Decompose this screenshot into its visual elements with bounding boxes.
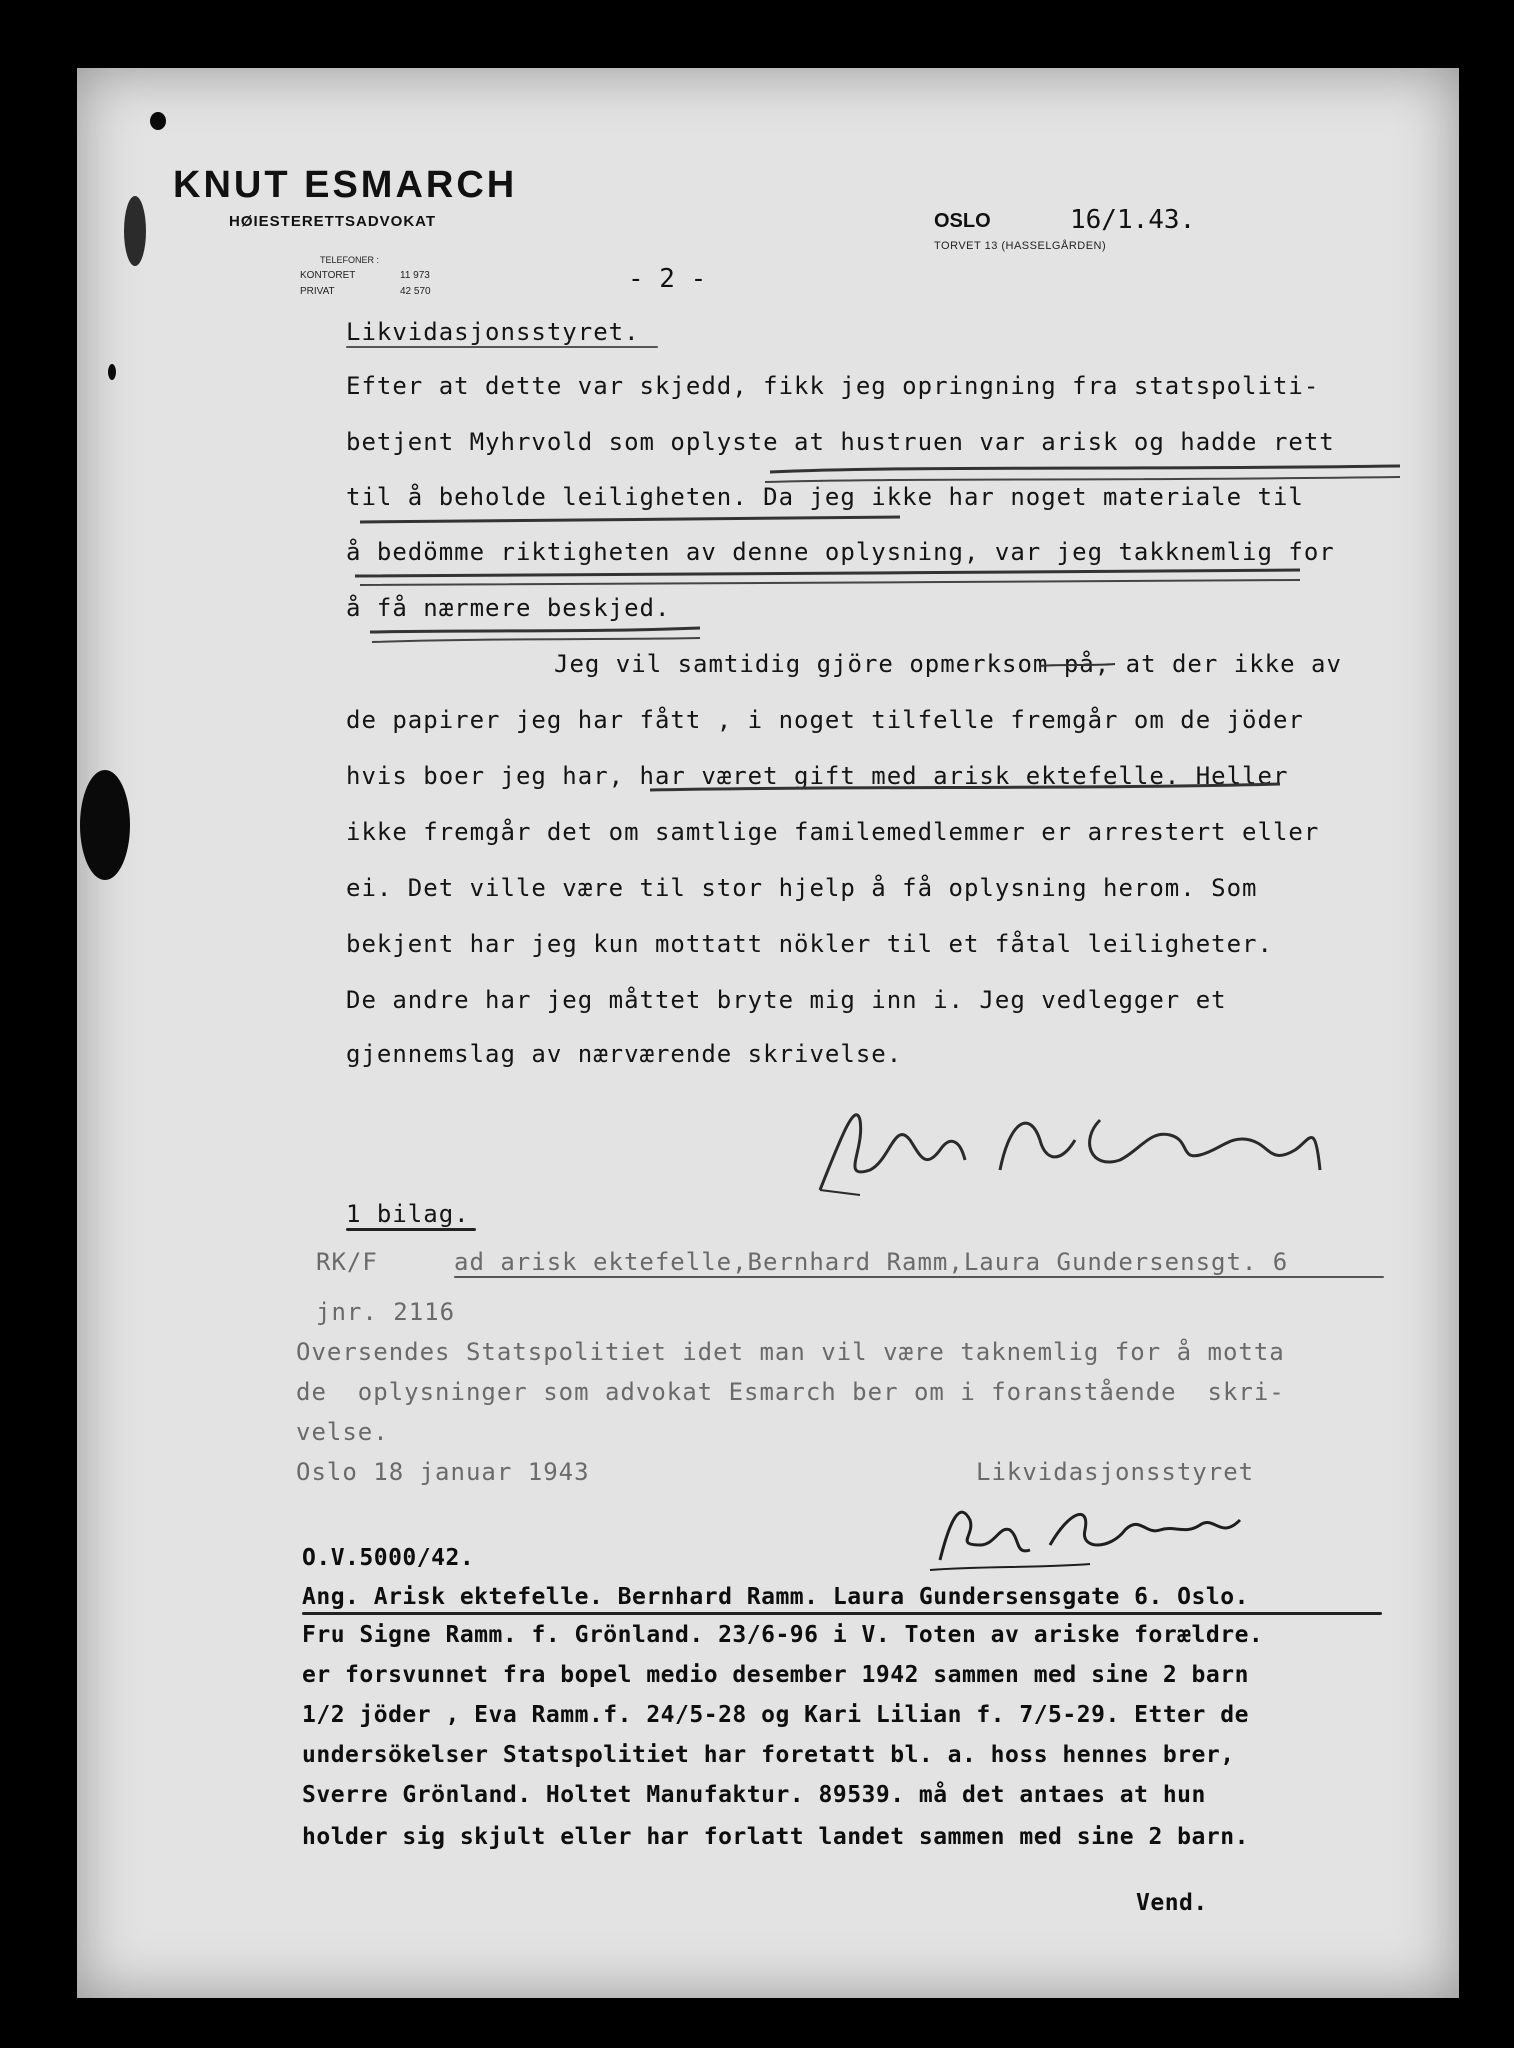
phone-private-label: PRIVAT xyxy=(300,286,335,297)
police-line: Fru Signe Ramm. f. Grönland. 23/6-96 i V. Toten av ariske forældre. xyxy=(302,1622,1264,1648)
body-line: bekjent har jeg kun mottatt nökler til et fåtal leiligheter. xyxy=(346,930,1273,958)
body-line: ei. Det ville være til stor hjelp å få oplysning herom. Som xyxy=(346,874,1258,902)
letter-date: 16/1.43. xyxy=(1070,205,1196,235)
phone-office-label: KONTORET xyxy=(300,270,356,281)
body-line: betjent Myhrvold som oplyste at hustruen var arisk og hadde rett xyxy=(346,428,1335,456)
police-line: holder sig skjult eller har forlatt landet sammen med sine 2 barn. xyxy=(302,1824,1249,1850)
police-footer: Vend. xyxy=(1136,1890,1208,1916)
letterhead-name: KNUT ESMARCH xyxy=(173,164,518,206)
police-subject: Ang. Arisk ektefelle. Bernhard Ramm. Laura Gundersensgate 6. Oslo. xyxy=(302,1584,1249,1610)
body-line: De andre har jeg måttet bryte mig inn i. Jeg vedlegger et xyxy=(346,986,1227,1014)
phones-header: TELEFONER : xyxy=(320,255,380,265)
body-line: ikke fremgår det om samtlige familemedlemmer er arrestert eller xyxy=(346,818,1320,846)
letterhead-city: OSLO xyxy=(934,210,991,232)
phone-private: 42 570 xyxy=(400,286,431,297)
body-line: å få nærmere beskjed. xyxy=(346,594,671,622)
police-ref: O.V.5000/42. xyxy=(302,1545,475,1571)
endorsement-signer-org: Likvidasjonsstyret xyxy=(976,1458,1255,1486)
endorsement-journal: jnr. 2116 xyxy=(316,1298,456,1326)
police-line: undersökelser Statspolitiet har foretatt bl. a. hoss hennes brer, xyxy=(302,1742,1235,1768)
body-line: hvis boer jeg har, har været gift med arisk ektefelle. Heller xyxy=(346,762,1289,790)
police-subject-underline xyxy=(302,1612,1382,1615)
endorsement-place-date: Oslo 18 januar 1943 xyxy=(296,1458,590,1486)
body-line: gjennemslag av nærværende skrivelse. xyxy=(346,1040,903,1068)
body-line: Efter at dette var skjedd, fikk jeg opringning fra statspoliti- xyxy=(346,372,1320,400)
police-line: 1/2 jöder , Eva Ramm.f. 24/5-28 og Kari Lilian f. 7/5-29. Etter de xyxy=(302,1702,1249,1728)
letterhead-address: TORVET 13 (HASSELGÅRDEN) xyxy=(934,240,1107,252)
body-line: å bedömme riktigheten av denne oplysning, var jeg takknemlig for xyxy=(346,538,1335,566)
body-line: til å beholde leiligheten. Da jeg ikke har noget materiale til xyxy=(346,483,1304,511)
endorsement-line: Oversendes Statspolitiet idet man vil være taknemlig for å motta xyxy=(296,1338,1285,1366)
recipient: Likvidasjonsstyret. xyxy=(346,318,640,346)
letterhead-title: HØIESTERETTSADVOKAT xyxy=(229,213,437,230)
signature-swensel xyxy=(920,1490,1280,1580)
body-line: de papirer jeg har fått , i noget tilfelle fremgår om de jöder xyxy=(346,706,1304,734)
endorsement-subject: ad arisk ektefelle,Bernhard Ramm,Laura Gundersensgt. 6 xyxy=(454,1248,1289,1276)
phone-office: 11 973 xyxy=(400,270,430,281)
endorsement-line: velse. xyxy=(296,1418,389,1446)
enclosure-note: 1 bilag. xyxy=(346,1200,470,1228)
signature-esmarch xyxy=(800,1080,1360,1210)
page-number: - 2 - xyxy=(628,264,707,294)
body-line: Jeg vil samtidig gjöre opmerksom på, at der ikke av xyxy=(554,650,1342,678)
police-line: Sverre Grönland. Holtet Manufaktur. 89539. må det antaes at hun xyxy=(302,1782,1206,1808)
police-line: er forsvunnet fra bopel medio desember 1942 sammen med sine 2 barn xyxy=(302,1662,1249,1688)
endorsement-line: de oplysninger som advokat Esmarch ber om i foranstående skri- xyxy=(296,1378,1285,1406)
endorsement-subject-underline xyxy=(454,1276,1384,1278)
endorsement-ref: RK/F xyxy=(316,1248,378,1276)
enclosure-underline xyxy=(346,1228,476,1231)
